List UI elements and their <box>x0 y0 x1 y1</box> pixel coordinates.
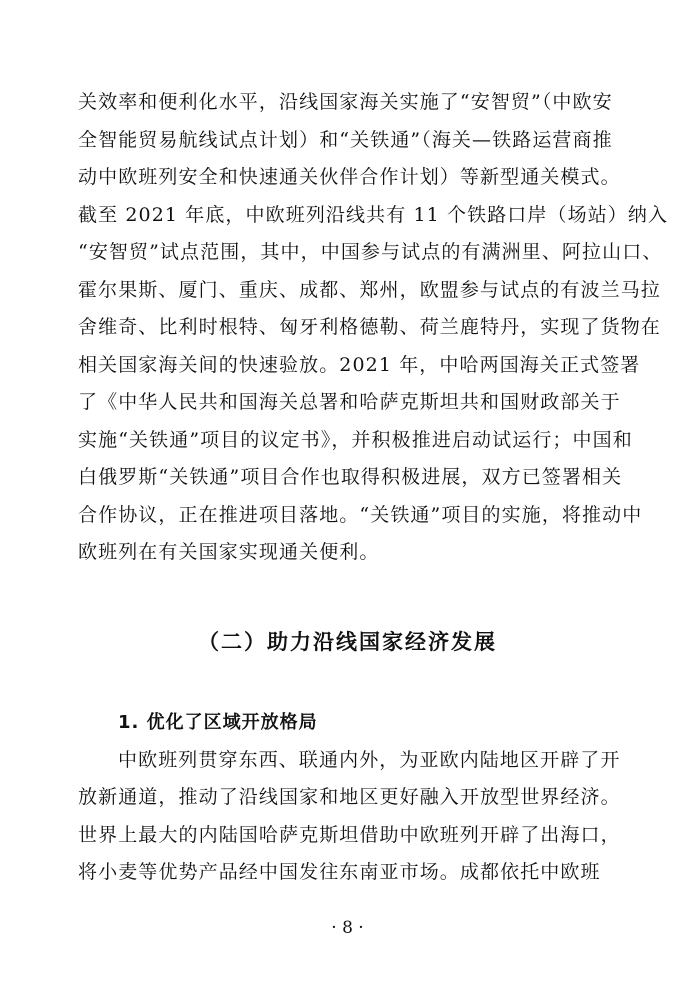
text-line: 动中欧班列安全和快速通关伙伴合作计划）等新型通关模式。 <box>78 166 621 188</box>
text-line: 中欧班列贯穿东西、联通内外，为亚欧内陆地区开辟了开 <box>118 749 621 771</box>
text-line: 了《中华人民共和国海关总署和哈萨克斯坦共和国财政部关于 <box>78 391 621 413</box>
text-line: 相关国家海关间的快速验放。2021 年，中哈两国海关正式签署 <box>78 354 641 376</box>
text-line: 全智能贸易航线试点计划）和“关铁通”（海关—铁路运营商推 <box>78 129 613 151</box>
text-line: 放新通道，推动了沿线国家和地区更好融入开放型世界经济。 <box>78 786 621 808</box>
text-line: 关效率和便利化水平，沿线国家海关实施了“安智贸”（中欧安 <box>78 91 613 113</box>
text-line: 截至 2021 年底，中欧班列沿线共有 11 个铁路口岸（场站）纳入 <box>78 204 669 226</box>
text-line: 欧班列在有关国家实现通关便利。 <box>78 541 380 563</box>
sub-heading: 1. 优化了区域开放格局 <box>118 712 318 733</box>
text-line: 白俄罗斯“关铁通”项目合作也取得积极进展，双方已签署相关 <box>78 466 623 488</box>
section-heading: （二）助力沿线国家经济发展 <box>198 630 497 654</box>
text-line: 舍维奇、比利时根特、匈牙利格德勒、荷兰鹿特丹，实现了货物在 <box>78 316 661 338</box>
text-line: 实施“关铁通”项目的议定书》，并积极推进启动试运行；中国和 <box>78 429 633 451</box>
text-line: 合作协议，正在推进项目落地。“关铁通”项目的实施，将推动中 <box>78 504 643 526</box>
text-line: “安智贸”试点范围，其中，中国参与试点的有满洲里、阿拉山口、 <box>78 241 663 263</box>
text-line: 世界上最大的内陆国哈萨克斯坦借助中欧班列开辟了出海口， <box>78 824 621 846</box>
page-number: · 8 · <box>331 918 364 938</box>
text-line: 将小麦等优势产品经中国发往东南亚市场。成都依托中欧班 <box>78 861 601 883</box>
text-line: 霍尔果斯、厦门、重庆、成都、郑州，欧盟参与试点的有波兰马拉 <box>78 279 661 301</box>
